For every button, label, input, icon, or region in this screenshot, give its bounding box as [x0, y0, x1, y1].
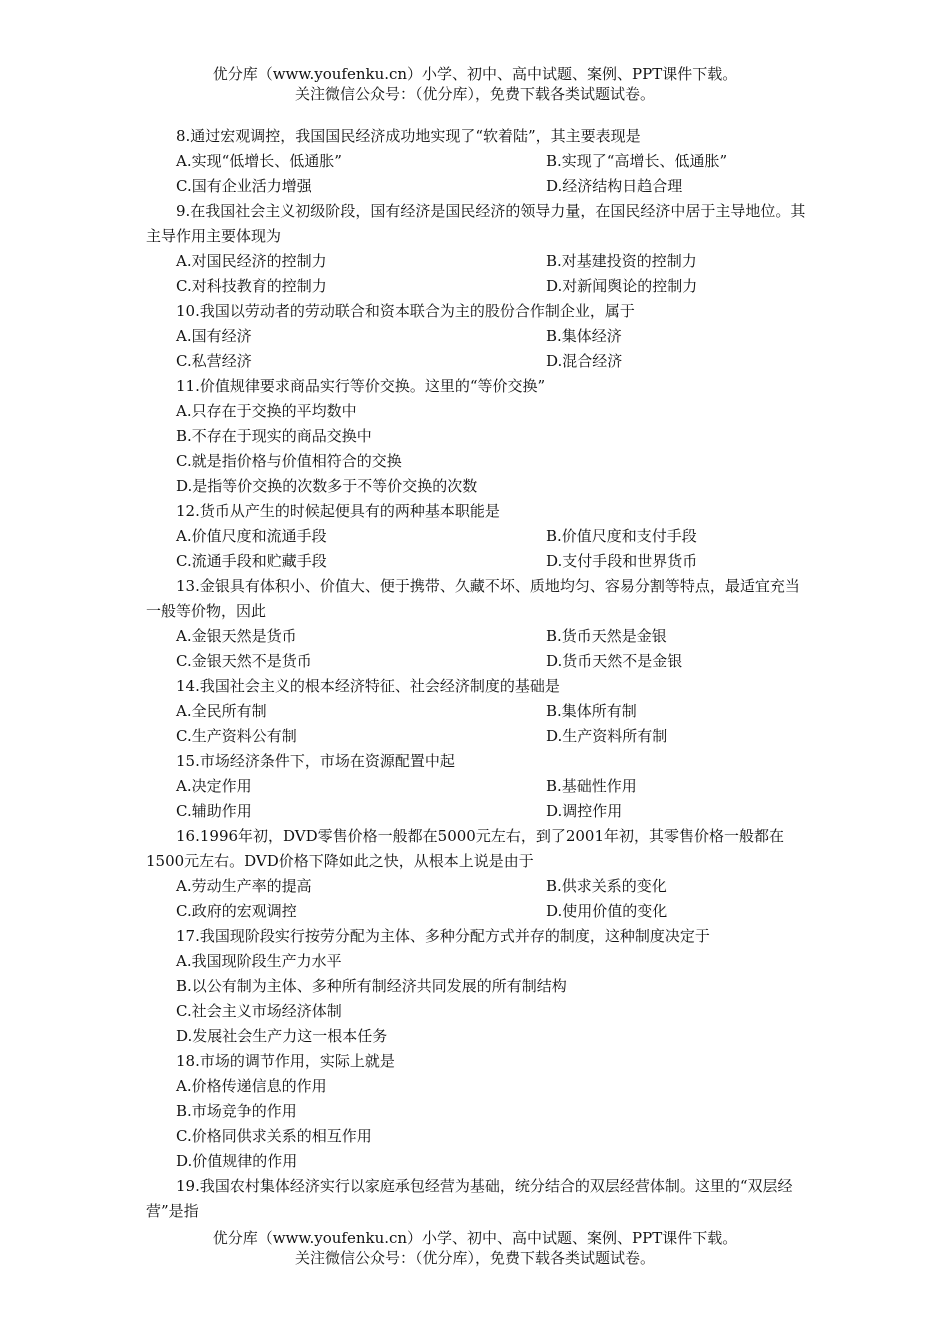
- question-18-option-b: B.市场竞争的作用: [176, 1102, 297, 1120]
- question-14-option-a: A.全民所有制: [176, 702, 267, 720]
- question-17-option-c: C.社会主义市场经济体制: [176, 1002, 342, 1020]
- question-13-options-row-1: [146, 624, 808, 649]
- question-18-option-a: A.价格传递信息的作用: [176, 1077, 327, 1095]
- question-10-stem: 10.我国以劳动者的劳动联合和资本联合为主的股份合作制企业，属于: [176, 302, 635, 320]
- question-11-stem: 11.价值规律要求商品实行等价交换。这里的“等价交换”: [176, 377, 546, 395]
- question-11-option-c: C.就是指价格与价值相符合的交换: [176, 452, 402, 470]
- question-16-stem: 16.1996年初，DVD零售价格一般都在5000元左右，到了2001年初，其零售价格一般都在1500元左右。DVD价格下降如此之快，从根本上说是由于: [146, 827, 785, 870]
- question-14-options-row-1: [146, 699, 808, 724]
- question-9-options-row-1: [146, 249, 808, 274]
- question-13-option-c: C.金银天然不是货币: [176, 652, 312, 670]
- question-16-option-d: D.使用价值的变化: [546, 902, 668, 920]
- question-12-option-d: D.支付手段和世界货币: [546, 552, 698, 570]
- question-9-option-d: D.对新闻舆论的控制力: [546, 277, 698, 295]
- question-17-option-a: A.我国现阶段生产力水平: [176, 952, 342, 970]
- question-8-options-row-2: [146, 174, 808, 199]
- question-15-options-row-2: [146, 799, 808, 824]
- question-8-options-row-1: [146, 149, 808, 174]
- question-18-option-d: D.价值规律的作用: [176, 1152, 298, 1170]
- question-8-option-c: C.国有企业活力增强: [176, 177, 312, 195]
- question-16-option-b: B.供求关系的变化: [546, 877, 667, 895]
- question-14-option-b: B.集体所有制: [546, 702, 637, 720]
- question-15-option-c: C.辅助作用: [176, 802, 252, 820]
- question-10-options-row-2: [146, 349, 808, 374]
- question-17-option-b: B.以公有制为主体、多种所有制经济共同发展的所有制结构: [176, 977, 567, 995]
- question-13-option-b: B.货币天然是金银: [546, 627, 667, 645]
- question-11-option-b: B.不存在于现实的商品交换中: [176, 427, 372, 445]
- page-footer: [0, 1228, 950, 1268]
- question-16-options-row-1: [146, 874, 808, 899]
- question-15-option-b: B.基础性作用: [546, 777, 637, 795]
- question-15-option-a: A.决定作用: [176, 777, 252, 795]
- question-19-stem: 19.我国农村集体经济实行以家庭承包经营为基础，统分结合的双层经营体制。这里的“双层经营”是指: [146, 1177, 793, 1220]
- question-11-option-d: D.是指等价交换的次数多于不等价交换的次数: [176, 477, 478, 495]
- question-14-option-c: C.生产资料公有制: [176, 727, 297, 745]
- question-9-option-c: C.对科技教育的控制力: [176, 277, 327, 295]
- question-list: [146, 124, 808, 1224]
- question-12-option-c: C.流通手段和贮藏手段: [176, 552, 327, 570]
- question-12-option-a: A.价值尺度和流通手段: [176, 527, 327, 545]
- question-12-stem: 12.货币从产生的时候起便具有的两种基本职能是: [176, 502, 500, 520]
- question-14-stem: 14.我国社会主义的根本经济特征、社会经济制度的基础是: [176, 677, 560, 695]
- question-9-options-row-2: [146, 274, 808, 299]
- question-17-stem: 17.我国现阶段实行按劳分配为主体、多种分配方式并存的制度，这种制度决定于: [176, 927, 710, 945]
- footer-line-2: 关注微信公众号：（优分库），免费下载各类试题试卷。: [294, 1249, 655, 1267]
- question-10-option-d: D.混合经济: [546, 352, 623, 370]
- question-16-options-row-2: [146, 899, 808, 924]
- question-10-option-a: A.国有经济: [176, 327, 252, 345]
- question-14-options-row-2: [146, 724, 808, 749]
- footer-line-1: 优分库（www.youfenku.cn）小学、初中、高中试题、案例、PPT课件下载。: [212, 1229, 738, 1247]
- question-9-option-b: B.对基建投资的控制力: [546, 252, 697, 270]
- question-17-option-d: D.发展社会生产力这一根本任务: [176, 1027, 388, 1045]
- question-8-option-a: A.实现“低增长、低通胀”: [176, 152, 342, 170]
- question-8-stem: 8.通过宏观调控，我国国民经济成功地实现了“软着陆”，其主要表现是: [176, 127, 641, 145]
- question-15-stem: 15.市场经济条件下，市场在资源配置中起: [176, 752, 455, 770]
- question-18-option-c: C.价格同供求关系的相互作用: [176, 1127, 372, 1145]
- header-line-2: 关注微信公众号：（优分库），免费下载各类试题试卷。: [294, 85, 655, 103]
- question-13-option-d: D.货币天然不是金银: [546, 652, 683, 670]
- question-12-options-row-1: [146, 524, 808, 549]
- question-9-option-a: A.对国民经济的控制力: [176, 252, 327, 270]
- question-18-stem: 18.市场的调节作用，实际上就是: [176, 1052, 395, 1070]
- question-16-option-a: A.劳动生产率的提高: [176, 877, 312, 895]
- question-12-options-row-2: [146, 549, 808, 574]
- question-10-options-row-1: [146, 324, 808, 349]
- question-9-stem: 9.在我国社会主义初级阶段，国有经济是国民经济的领导力量，在国民经济中居于主导地位。其主导作用主要体现为: [146, 202, 806, 245]
- question-12-option-b: B.价值尺度和支付手段: [546, 527, 697, 545]
- page-header: [0, 64, 950, 104]
- question-13-options-row-2: [146, 649, 808, 674]
- question-8-option-d: D.经济结构日趋合理: [546, 177, 683, 195]
- question-14-option-d: D.生产资料所有制: [546, 727, 668, 745]
- question-11-option-a: A.只存在于交换的平均数中: [176, 402, 357, 420]
- question-15-options-row-1: [146, 774, 808, 799]
- header-line-1: 优分库（www.youfenku.cn）小学、初中、高中试题、案例、PPT课件下载。: [212, 65, 738, 83]
- question-8-option-b: B.实现了“高增长、低通胀”: [546, 152, 728, 170]
- question-15-option-d: D.调控作用: [546, 802, 623, 820]
- question-10-option-c: C.私营经济: [176, 352, 252, 370]
- question-16-option-c: C.政府的宏观调控: [176, 902, 297, 920]
- question-13-stem: 13.金银具有体积小、价值大、便于携带、久藏不坏、质地均匀、容易分割等特点，最适宜充当一般等价物，因此: [146, 577, 800, 620]
- question-13-option-a: A.金银天然是货币: [176, 627, 297, 645]
- question-10-option-b: B.集体经济: [546, 327, 622, 345]
